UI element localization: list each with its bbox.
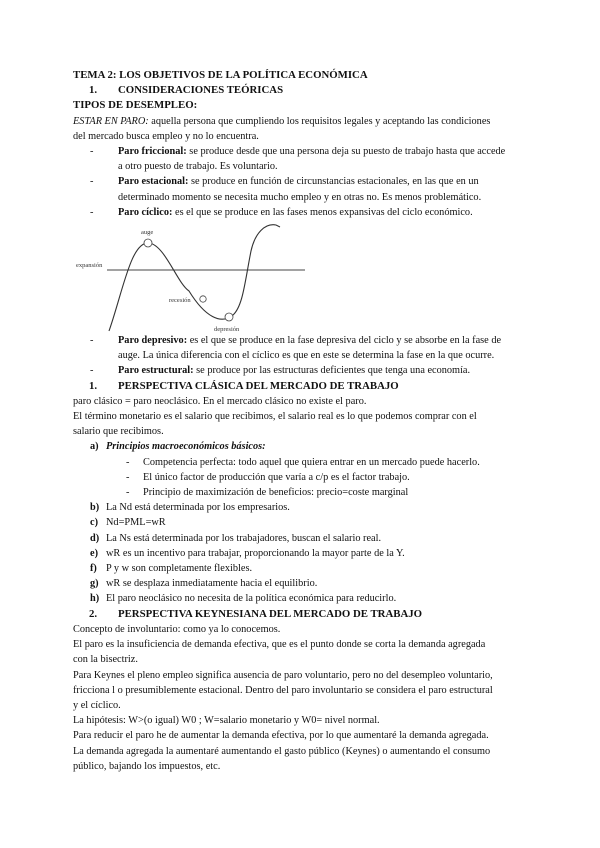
depresion-marker xyxy=(225,313,233,321)
list-item-g: g) wR se desplaza inmediatamente hacia el equilibrio. xyxy=(90,578,318,590)
paragraph-line: público, bajando los impuestos, etc. xyxy=(73,760,221,772)
term-ciclico: Paro cíclico: xyxy=(118,206,173,218)
list-item-continuation: a otro puesto de trabajo. Es voluntario. xyxy=(118,161,278,173)
term-estar-en-paro: ESTAR EN PARO: xyxy=(73,115,149,127)
term-depresivo: Paro depresivo: xyxy=(118,335,188,347)
paragraph-paro-clasico: paro clásico = paro neoclásico. En el mercado clásico no existe el paro. xyxy=(73,395,367,407)
sub-list-item: - Competencia perfecta: todo aquel que quiera entrar en un mercado puede hacerlo. xyxy=(126,456,480,468)
list-item-continuation: auge. La única diferencia con el cíclico es que en este se determina la fase en la que ocurre. xyxy=(118,350,495,362)
paragraph-line: del mercado busca empleo y no lo encuentra. xyxy=(73,130,259,142)
paragraph-estar-en-paro: ESTAR EN PARO: aquella persona que cumpliendo los requisitos legales y aceptando las condiciones xyxy=(73,115,491,127)
paragraph-demanda-agregada: La demanda agregada la aumentaré aumentando el gasto público (Keynes) o aumentando el consumo xyxy=(73,745,491,757)
list-item-d: d) La Ns está determinada por los trabajadores, buscan el salario real. xyxy=(90,532,382,544)
label-expansion: expansión xyxy=(76,262,103,270)
auge-marker xyxy=(144,239,152,247)
section-number: 1. xyxy=(89,379,98,392)
list-item-a: a) Principios macroeconómicos básicos: xyxy=(90,441,266,453)
section-heading-keynesiana xyxy=(73,607,533,622)
subheading-tipos: TIPOS DE DESEMPLEO: xyxy=(73,99,198,112)
paragraph-reducir-paro: Para reducir el paro he de aumentar la demanda efectiva, por lo que aumentaré la demanda agregada. xyxy=(73,730,489,742)
section-title: PERSPECTIVA CLÁSICA DEL MERCADO DE TRABAJO xyxy=(118,379,399,392)
list-item-friccional: - Paro friccional: se produce desde que una persona deja su puesto de trabajo hasta que accede xyxy=(90,146,506,158)
paragraph-termino-monetario: El término monetario es el salario que recibimos, el salario real es lo que podemos comprar con el xyxy=(73,411,477,423)
list-item-c: c) Nd=PML=wR xyxy=(90,517,166,529)
list-item-continuation: determinado momento se necesita mucho empleo y en otras no. Es menos problemático. xyxy=(118,191,482,203)
list-item-b: b) La Nd está determinada por los empresarios. xyxy=(90,502,290,514)
label-auge: auge xyxy=(141,229,154,237)
label-depresion: depresión xyxy=(214,326,240,334)
sub-list-item: - El único factor de producción que varía a c/p es el factor trabajo. xyxy=(126,471,410,483)
recesion-marker xyxy=(200,296,206,302)
paragraph-line: con la bisectriz. xyxy=(73,654,138,666)
cycle-diagram xyxy=(73,221,313,333)
list-item-ciclico: - Paro cíclico: es el que se produce en las fases menos expansivas del ciclo económico. xyxy=(90,206,473,218)
paragraph-line: fricciona l o presumiblemente estacional. Dentro del paro involuntario se considera el paro estructural xyxy=(73,684,493,696)
list-item-f: f) P y w son completamente flexibles. xyxy=(90,563,253,575)
section-number: 2. xyxy=(89,607,98,620)
paragraph-hipotesis: La hipótesis: W>(o igual) W0 ; W=salario monetario y W0= nivel normal. xyxy=(73,715,380,727)
list-item-estructural: - Paro estructural: se produce por las estructuras deficientes que tenga una economía. xyxy=(90,365,471,377)
term-friccional: Paro friccional: xyxy=(118,146,187,158)
paragraph-line: salario que recibimos. xyxy=(73,426,164,438)
section-heading-consideraciones xyxy=(73,83,533,98)
term-estructural: Paro estructural: xyxy=(118,365,194,377)
section-title: PERSPECTIVA KEYNESIANA DEL MERCADO DE TRABAJO xyxy=(118,607,423,620)
label-recesion: recesión xyxy=(169,297,191,305)
paragraph-paro-demanda: El paro es la insuficiencia de demanda efectiva, que es el punto donde se corta la demanda agregada xyxy=(73,639,486,651)
paragraph-line: y el cíclico. xyxy=(73,699,121,711)
paragraph-pleno-empleo: Para Keynes el pleno empleo significa ausencia de paro voluntario, pero no del desempleo voluntario, xyxy=(73,669,493,681)
economic-cycle-figure xyxy=(73,221,533,333)
term-estacional: Paro estacional: xyxy=(118,176,192,188)
paragraph-involuntario: Concepto de involuntario: como ya lo conocemos. xyxy=(73,623,281,635)
list-item-h: h) El paro neoclásico no necesita de la política económica para reducirlo. xyxy=(90,593,397,605)
section-title: CONSIDERACIONES TEÓRICAS xyxy=(118,84,284,97)
document-title: TEMA 2: LOS OBJETIVOS DE LA POLÍTICA ECONÓMICA xyxy=(73,69,368,81)
list-item-depresivo: - Paro depresivo: es el que se produce en la fase depresiva del ciclo y se absorbe en la fase de xyxy=(90,335,502,347)
section-heading-clasica xyxy=(73,379,533,394)
principios-heading: Principios macroeconómicos básicos: xyxy=(106,441,266,453)
document-page xyxy=(73,68,533,774)
cycle-curve xyxy=(109,225,280,334)
section-number: 1. xyxy=(89,84,98,97)
sub-list-item: - Principio de maximización de beneficios: precio=coste marginal xyxy=(126,487,409,499)
list-item-estacional: - Paro estacional: se produce en función de circunstancias estacionales, en las que en un xyxy=(90,176,479,188)
list-item-e: e) wR es un incentivo para trabajar, proporcionando la mayor parte de la Y. xyxy=(90,547,405,559)
